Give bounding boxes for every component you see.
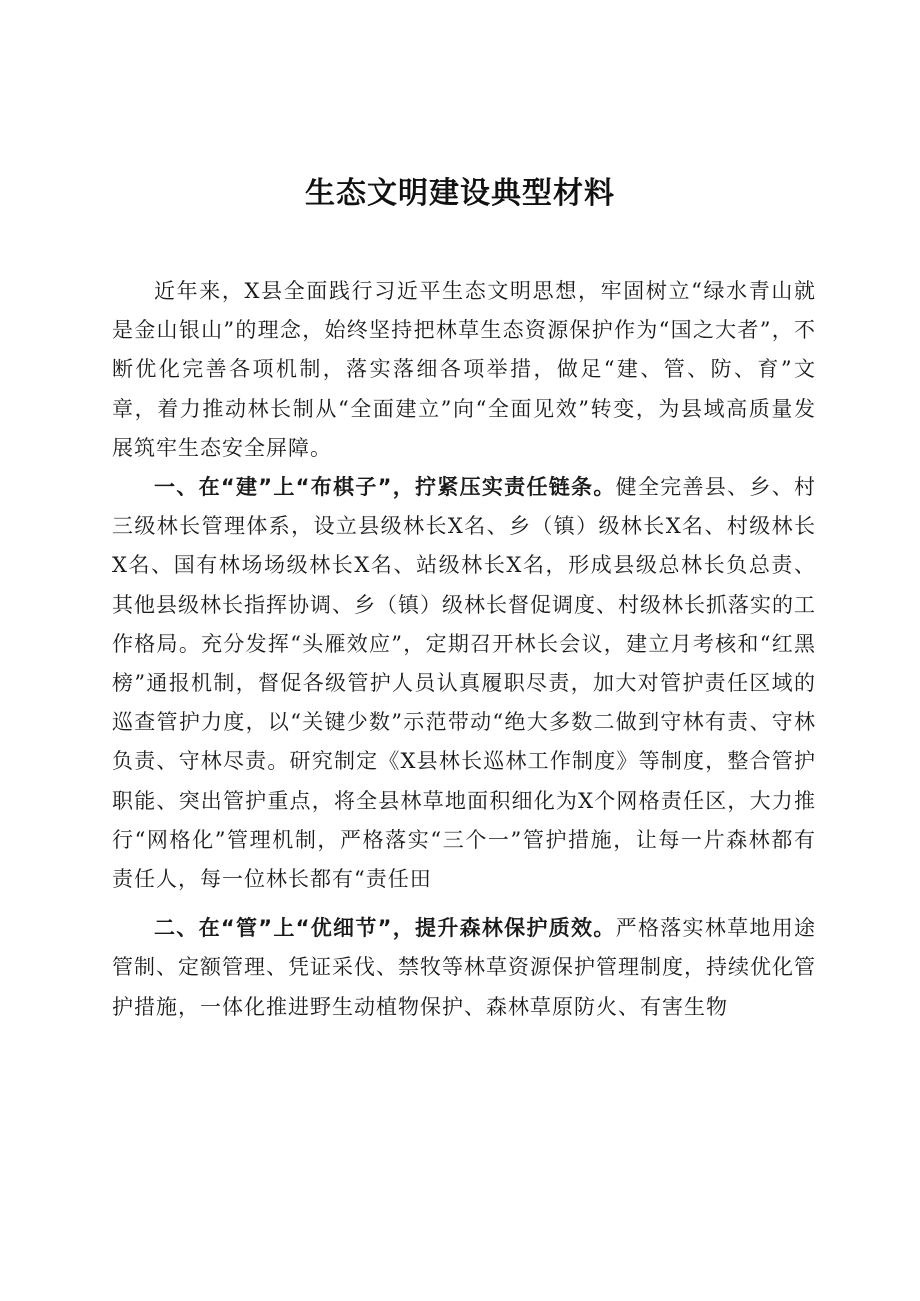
- document-body: [112, 272, 816, 1027]
- section-2-paragraph: [112, 909, 816, 1027]
- intro-paragraph: 近年来，X县全面践行习近平生态文明思想，牢固树立“绿水青山就是金山银山”的理念，始终坚持把林草生态资源保护作为“国之大者”，不断优化完善各项机制，落实落细各项举措，做足“建、管、防、育”文章，着力推动林长制从“全面建立”向“全面见效”转变，为县域高质量发展筑牢生态安全屏障。: [112, 279, 816, 460]
- document-title: 生态文明建设典型材料: [305, 176, 615, 211]
- section-2-body: 严格落实林草地用途管制、定额管理、凭证采伐、禁牧等林草资源保护管理制度，持续优化管护措施，一体化推进野生动植物保护、森林草原防火、有害生物: [112, 916, 816, 1019]
- section-1-heading: 一、在“建”上“布棋子”，拧紧压实责任链条。: [154, 475, 616, 500]
- section-2-heading: 二、在“管”上“优细节”，提升森林保护质效。: [154, 916, 616, 941]
- section-1-body: 健全完善县、乡、村三级林长管理体系，设立县级林长X名、乡（镇）级林长X名、村级林长X名、国有林场场级林长X名、站级林长X名，形成县级总林长负总责、其他县级林长指挥协调、乡（镇）级林长督促调度、村级林长抓落实的工作格局。充分发挥“头雁效应”，定期召开林长会议，建立月考核和“红黑榜”通报机制，督促各级管护人员认真履职尽责，加大对管护责任区域的巡查管护力度，以“关键少数”示范带动“绝大多数二做到守林有责、守林负责、守林尽责。研究制定《X县林长巡林工作制度》等制度，整合管护职能、突出管护重点，将全县林草地面积细化为X个网格责任区，大力推行“网格化”管理机制，严格落实“三个一”管护措施，让每一片森林都有责任人，每一位林长都有“责任田: [112, 475, 816, 892]
- section-1-paragraph: [112, 468, 816, 899]
